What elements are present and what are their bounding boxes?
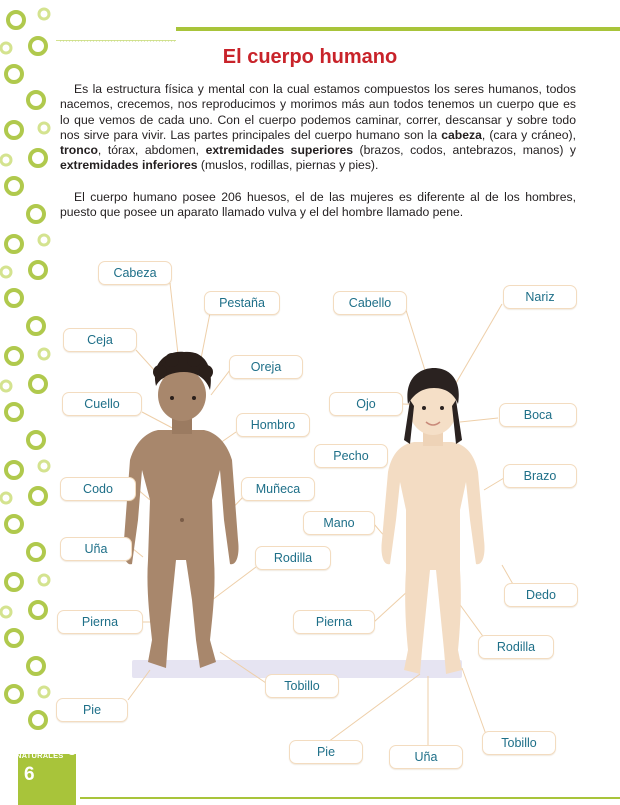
bold-term: tronco xyxy=(60,143,98,158)
series-title xyxy=(16,744,64,760)
label-nariz: Nariz xyxy=(503,285,577,309)
bold-term: extremidades superiores xyxy=(205,143,354,158)
text-run: (brazos, codos, antebrazos, manos) y xyxy=(353,143,576,158)
text-run: , tórax, abdomen, xyxy=(97,143,206,158)
label-cabello: Cabello xyxy=(333,291,407,315)
text-run: , (cara y cráneo), xyxy=(481,127,576,142)
label-hombro: Hombro xyxy=(236,413,310,437)
label-una-left: Uña xyxy=(60,537,132,561)
label-ojo: Ojo xyxy=(329,392,403,416)
label-codo: Codo xyxy=(60,477,136,501)
intro-paragraph xyxy=(60,82,576,174)
label-dedo: Dedo xyxy=(504,583,578,607)
page-number: 6 xyxy=(24,764,35,785)
label-tobillo-right: Tobillo xyxy=(482,731,556,755)
label-pie-right: Pie xyxy=(289,740,363,764)
series-line-1: CIENCIAS xyxy=(16,743,54,752)
label-ceja: Ceja xyxy=(63,328,137,352)
label-oreja: Oreja xyxy=(229,355,303,379)
label-una-right: Uña xyxy=(389,745,463,769)
bones-paragraph: El cuerpo humano posee 206 huesos, el de las mujeres es diferente al de los hombres, puesto que posee un aparato llamado vulva y el del hombre llamado pene. xyxy=(60,190,576,220)
label-muneca: Muñeca xyxy=(241,477,315,501)
label-cabeza: Cabeza xyxy=(98,261,172,285)
text-run: Es la estructura física y mental con la cual estamos compuestos los seres humanos, todos nacemos, crecemos, nos reproducimos y morimos más aun todos tenemos un cuerpo que es lo que vemos de cada uno. Con el cuerpo podemos caminar, correr, descansar y sobre todo nos sirve para vivir. Las partes principales del cuerpo humano son la xyxy=(60,82,576,142)
label-tobillo-left: Tobillo xyxy=(265,674,339,698)
series-number: 3 xyxy=(68,742,76,758)
text-run: (muslos, rodillas, piernas y pies). xyxy=(197,158,379,173)
top-rule xyxy=(176,27,620,31)
series-line-2: NATURALES xyxy=(16,751,64,760)
label-pie-left: Pie xyxy=(56,698,128,722)
bold-term: cabeza xyxy=(441,127,482,142)
label-pierna-right: Pierna xyxy=(293,610,375,634)
bottom-rule xyxy=(80,797,620,799)
label-mano: Mano xyxy=(303,511,375,535)
page-title: El cuerpo humano xyxy=(222,46,398,68)
label-cuello: Cuello xyxy=(62,392,142,416)
bold-term: extremidades inferiores xyxy=(60,158,198,173)
label-pecho: Pecho xyxy=(314,444,388,468)
label-rodilla-left: Rodilla xyxy=(255,546,331,570)
label-rodilla-right: Rodilla xyxy=(478,635,554,659)
label-pierna-left: Pierna xyxy=(57,610,143,634)
label-pestana: Pestaña xyxy=(204,291,280,315)
label-boca: Boca xyxy=(499,403,577,427)
label-brazo: Brazo xyxy=(503,464,577,488)
